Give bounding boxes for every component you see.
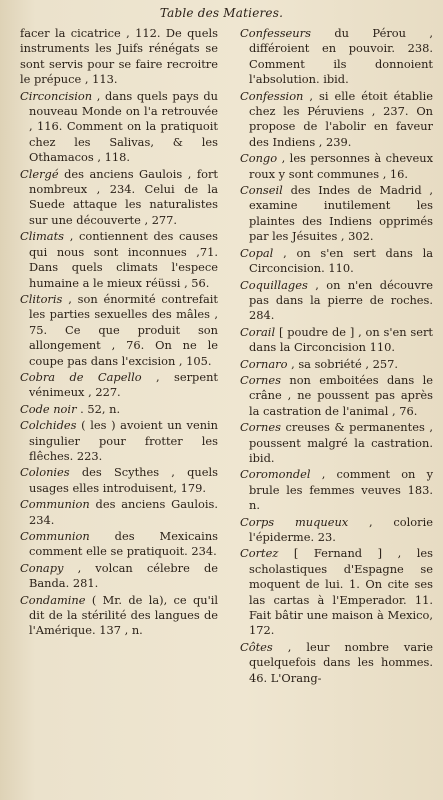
entry-text: des Scythes , quels usages elles introduisent, 179. [29,465,218,495]
entry-heading: Cornes [240,420,281,435]
entry-text: , les personnes à cheveux roux y sont communes , 16. [249,151,433,181]
entry-text: , serpent vénimeux , 227. [29,369,218,400]
entry-heading: Clitoris [20,291,63,306]
index-entry [20,26,218,88]
entry-text: , comment on y brule les femmes veuves 183. n. [249,467,434,513]
entry-text: creuses & permanentes , poussent malgré la castration. ibid. [249,420,433,465]
entry-text: , on n'en découvre pas dans la pierre de roches. 284. [249,277,433,323]
index-entry [20,292,218,369]
entry-heading: Conseil [240,183,283,198]
index-entry [20,370,218,401]
index-entry [240,26,433,88]
entry-text: des Mexicains comment elle se pratiquoit. 234. [29,529,218,559]
entry-heading: Coromondel [240,467,311,482]
entry-text: , son énormité contrefait les parties sexuelles des mâles , 75. Ce que produit son allongement , 76. On ne le coupe pas dans l'excision , 105. [29,291,218,368]
index-entry [240,278,433,324]
left-column [20,26,218,640]
index-entry [240,151,433,182]
entry-heading: Corps muqueux [240,514,349,529]
entry-text: du Pérou , différoient en pouvoir. 238. Comment ils donnoient l'absolution. ibid. [249,26,434,87]
entry-heading: Communion [20,529,90,543]
entry-text: des anciens Gaulois , fort nombreux , 234. Celui de la Suede attaque les naturalistes sur une découverte , 277. [29,166,218,227]
index-entry [240,373,433,419]
entry-text: , leur nombre varie quelquefois dans les hommes. 46. L'Orang- [249,639,433,685]
index-entry [20,465,218,496]
entry-heading: Copal [240,245,274,260]
entry-heading: Circoncision [20,88,93,103]
entry-text: non emboitées dans le crâne , ne poussent pas après la castration de l'animal , 76. [249,372,433,418]
entry-heading: Conapy [20,560,64,575]
index-entry [20,89,218,166]
index-entry [20,167,218,229]
entry-text: , contiennent des causes qui nous sont inconnues ,71. Dans quels climats l'espece humaine a le mieux réüssi , 56. [29,229,218,290]
entry-heading: Colonies [20,465,70,480]
entry-heading: Cobra de Capello [20,369,142,384]
index-entry [240,183,433,245]
index-entry [240,467,433,513]
index-entry [20,402,218,417]
entry-text: ( les ) avoient un venin singulier pour frotter les flêches. 223. [29,418,219,463]
entry-text: , dans quels pays du nouveau Monde on l'a retrouvée , 116. Comment on la pratiquoit chez les Salivas, & les Othamacos , 118. [29,88,219,165]
index-entry [20,229,218,291]
entry-text: [ Fernand ] , les scholastiques d'Espagne se moquent de lui. 1. On cite ses las cartas à l'Emperador. 11. Fait bâtir une maison à Mexico, 172. [249,546,433,638]
index-entry [20,418,218,464]
entry-heading: Colchides [20,418,77,433]
entry-heading: Code noir [20,401,77,416]
index-entry [240,325,433,356]
entry-heading: Communion [20,497,90,512]
entry-heading: Corail [240,324,276,339]
index-entry [240,357,433,372]
entry-text: des Indes de Madrid , examine inutilement les plaintes des Indiens opprimés par les Jésuites , 302. [249,183,433,244]
entry-text: , colorie l'épiderme. 23. [249,514,433,544]
entry-heading: Cortez [240,546,279,561]
index-entry [240,246,433,277]
index-entry [240,640,433,686]
index-entry [240,420,433,466]
index-entry [20,497,218,528]
index-entry [20,561,218,592]
entry-text: , volcan célebre de Banda. 281. [29,560,218,591]
entry-heading: Coquillages [240,277,308,292]
entry-heading: Confession [240,88,304,103]
entry-text: , si elle étoit établie chez les Péruviens , 237. On propose de l'abolir en faveur des Indiens , 239. [249,88,434,149]
entry-heading: Cornes [240,372,281,387]
right-column [240,26,433,687]
entry-heading: Clergé [20,166,59,181]
index-entry [240,515,433,546]
page-header: Table des Matieres. [159,6,284,20]
index-entry [240,546,433,638]
index-entry [240,89,433,151]
entry-heading: Climats [20,229,65,244]
entry-heading: Cornaro [240,356,288,371]
entry-text: ( Mr. de la), ce qu'il dit de la stérilité des langues de l'Amérique. 137 , n. [29,592,218,638]
entry-text: facer la cicatrice , 112. De quels instruments les Juifs rénégats se sont servis pour se faire recroitre le prépuce , 113. [20,26,218,87]
entry-heading: Condamine [20,592,86,607]
index-entry [20,593,218,639]
entry-text: des anciens Gaulois. 234. [29,497,218,527]
entry-heading: Congo [240,151,278,166]
entry-text: [ poudre de ] , on s'en sert dans la Circoncision 110. [249,324,433,355]
entry-heading: Côtes [240,639,273,654]
entry-text: , on s'en sert dans la Circoncision. 110. [249,245,434,276]
index-entry [20,529,218,560]
entry-text: , sa sobriété , 257. [291,356,398,371]
entry-text: . 52, n. [80,401,121,416]
entry-heading: Confesseurs [240,26,311,40]
